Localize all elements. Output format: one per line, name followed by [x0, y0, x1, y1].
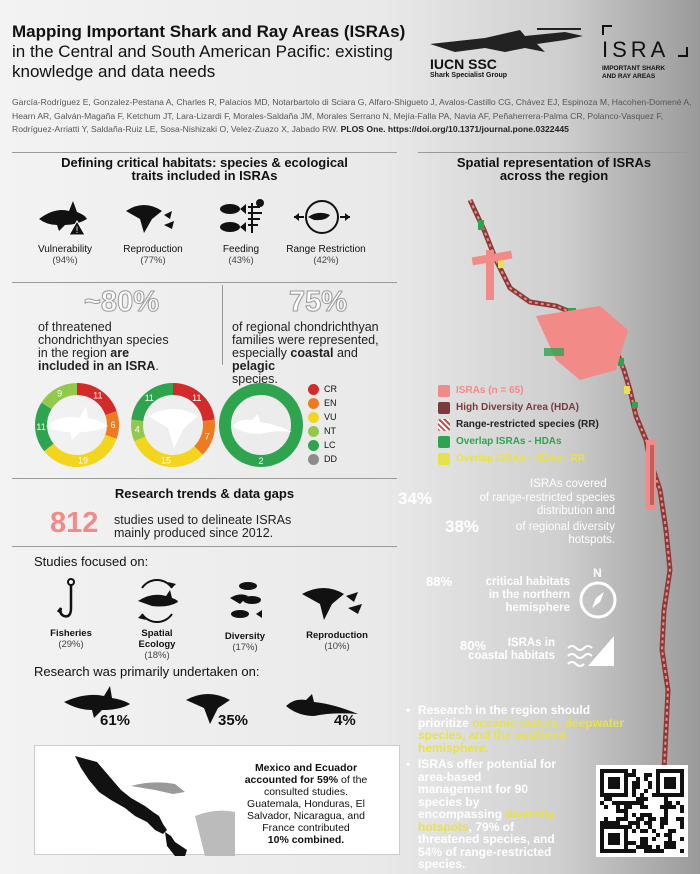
conclusion-2-line5b: diversity — [505, 807, 555, 821]
north-text3: hemisphere — [505, 602, 570, 614]
donut-silhouette-icon — [148, 409, 198, 448]
trait-pct: (43%) — [228, 255, 254, 266]
legend-swatch — [308, 412, 319, 423]
families-line3a: especially — [232, 346, 291, 360]
studies-focused-heading: Studies focused on: — [34, 554, 149, 569]
coast-pct: 80% — [460, 638, 487, 653]
legend-vu — [308, 411, 337, 423]
trait-reproduction — [108, 244, 198, 266]
donut-label: 7 — [204, 431, 210, 442]
study-pct: (29%) — [58, 639, 84, 650]
donut-label: 19 — [78, 455, 89, 466]
rr-text1: of range-restricted species — [479, 492, 615, 504]
north-pct: 88% — [426, 574, 453, 589]
iucn-ssc-title: IUCN SSC — [430, 56, 497, 72]
vertical-divider — [222, 285, 223, 365]
legend-label: High Diversity Area (HDA) — [456, 402, 579, 413]
donut-label: 11 — [144, 392, 154, 403]
rr-text — [440, 492, 615, 518]
legend-label: EN — [324, 398, 337, 408]
habitats-heading-line1: Defining critical habitats: species & ecological — [61, 155, 348, 170]
conclusion-2-line1: ISRAs offer potential for — [418, 757, 557, 771]
coast-text — [460, 637, 555, 663]
compass-n-label: N — [593, 566, 602, 580]
study-pct: (10%) — [324, 641, 350, 652]
study-label: Fisheries — [50, 628, 92, 639]
trait-pct: (42%) — [313, 255, 339, 266]
threatened-line2: chondrichthyan species — [38, 333, 169, 347]
threatened-big-pct: ~80% — [84, 286, 159, 318]
study-diversity — [200, 631, 290, 653]
divider — [418, 152, 690, 153]
conclusion-2-line5a: encompassing — [418, 807, 506, 821]
families-line3b: coastal — [290, 346, 334, 360]
reproduction-ray-icon — [300, 582, 370, 622]
conclusion-2-line6b: , 79% of — [468, 819, 515, 834]
north-text2: in the northern — [488, 589, 570, 601]
trait-label: Feeding — [222, 244, 260, 255]
country-text — [215, 762, 397, 846]
legend-lc — [308, 439, 337, 451]
donut-silhouette-icon — [46, 406, 108, 440]
families-line4: species. — [232, 372, 278, 386]
chimaeras-pct: 4% — [334, 712, 356, 729]
conclusion-2-line8: 54% of range-restricted — [418, 844, 552, 859]
donut-label: 4 — [134, 424, 140, 435]
legend-swatch — [438, 419, 450, 431]
threatened-line1: of threatened — [38, 320, 112, 334]
isra-logo-sub1: IMPORTANT SHARK — [602, 65, 666, 72]
rays-pct: 35% — [218, 712, 249, 729]
spatial-heading-line1: Spatial representation of ISRAs — [456, 155, 652, 170]
conclusion-1-line2a: prioritize — [418, 715, 473, 730]
isra-logo — [600, 25, 695, 85]
countries-bold2: accounted for 59% — [244, 774, 339, 786]
poster-title — [12, 22, 412, 82]
study-label: Spatial Ecology — [138, 628, 176, 650]
studies-count: 812 — [50, 507, 99, 539]
central-america-map — [35, 746, 235, 856]
studies-text — [114, 514, 291, 540]
families-text — [232, 321, 402, 386]
legend-label: Range-restricted species (RR) — [456, 419, 599, 430]
map-legend-rr — [438, 416, 599, 433]
conclusion-2-line7: threatened species, and — [418, 832, 555, 846]
threatened-line3a: in the region — [38, 346, 111, 360]
title-rest: in the Central and South American Pacific: existing knowledge and data needs — [12, 42, 393, 81]
range-restriction-icon — [292, 197, 352, 237]
div-pct: 38% — [445, 517, 480, 536]
map-legend-hda — [438, 399, 599, 416]
conclusion-1-line2b: oceanic waters, deepwater — [472, 715, 625, 730]
citation: PLOS One. https://doi.org/10.1371/journal.pone.0322445 — [340, 124, 569, 134]
study-fisheries — [26, 628, 116, 650]
coastal-waves-icon — [566, 634, 616, 668]
spatial-heading — [418, 156, 690, 182]
legend-label: VU — [324, 412, 337, 422]
bullet-dot: • — [406, 757, 411, 771]
divider — [12, 546, 397, 547]
country-map-box — [34, 745, 400, 855]
legend-swatch — [308, 384, 319, 395]
legend-label: NT — [324, 426, 336, 436]
threatened-line4b: . — [155, 359, 159, 373]
studies-line2: mainly produced since 2012. — [114, 526, 274, 540]
iucn-ssc-logo — [425, 22, 585, 80]
families-line3c: and — [333, 346, 358, 360]
divider — [12, 282, 397, 283]
legend-label: CR — [324, 384, 337, 394]
conclusion-2 — [406, 758, 606, 871]
trait-feeding — [196, 244, 286, 266]
trait-label: Reproduction — [123, 244, 183, 255]
trait-pct: (94%) — [52, 255, 78, 266]
habitats-heading-line2: traits included in ISRAs — [131, 168, 278, 183]
title-bold: Mapping Important Shark and Ray Areas (ISRAs) — [12, 22, 406, 41]
bullet-dot: • — [406, 703, 411, 717]
legend-dd — [308, 453, 337, 465]
trait-vulnerability — [20, 244, 110, 266]
conclusion-1-line1: Research in the region should — [418, 703, 591, 717]
qr-code-icon — [600, 769, 684, 853]
legend-swatch — [438, 385, 450, 397]
study-pct: (18%) — [144, 650, 170, 661]
countries-rest1: of the — [338, 774, 368, 786]
north-text1: critical habitats — [485, 576, 570, 588]
study-label: Diversity — [224, 631, 266, 642]
trait-pct: (77%) — [140, 255, 166, 266]
legend-swatch — [308, 426, 319, 437]
countries-bold1: Mexico and Ecuador — [254, 762, 358, 774]
threatened-line3b: are — [110, 346, 130, 360]
legend-nt — [308, 425, 337, 437]
legend-swatch — [308, 440, 319, 451]
conclusion-1 — [406, 704, 646, 754]
countries-bold3: 10% combined. — [267, 834, 345, 846]
divider — [12, 152, 397, 153]
families-line1: of regional chondrichthyan — [232, 320, 379, 334]
studies-line1: studies used to delineate ISRAs — [114, 513, 292, 527]
map-legend — [438, 382, 599, 467]
coast-text2: coastal habitats — [468, 650, 555, 662]
isras-covered-label: ISRAs covered — [530, 478, 607, 490]
donut-rays — [128, 380, 218, 470]
conclusion-2-line3: management for 90 — [418, 782, 529, 796]
div-text1: of regional diversity — [515, 521, 615, 533]
countries-rest3: Guatemala, Honduras, El — [247, 798, 365, 810]
conclusion-1-line3: species, and the southern — [418, 728, 567, 742]
trait-range-restriction — [276, 244, 376, 266]
conclusion-2-line6a: hotspots — [418, 819, 469, 834]
conclusion-2-line4: species by — [418, 794, 480, 809]
trait-label: Range Restriction — [286, 244, 366, 255]
sharks-pct: 61% — [100, 712, 131, 729]
study-spatial-ecology — [112, 628, 202, 661]
isra-corner-icon — [602, 25, 612, 35]
rr-pct: 34% — [398, 489, 433, 508]
donut-sharks — [32, 380, 122, 470]
spatial-heading-line2: across the region — [499, 168, 609, 183]
diversity-icon — [226, 578, 266, 624]
reproduction-icon — [122, 197, 182, 237]
iucn-ssc-subtitle: Shark Specialist Group — [430, 72, 508, 79]
research-undertaken-heading: Research was primarily undertaken on: — [34, 664, 260, 679]
authors-text: García-Rodríguez E, Gonzalez-Pestana A, Charles R, Palacios MD, Notarbartolo di Sciara G, Alfaro-Shigueto J, Avalos-Castillo CG, Chávez EJ, Espinoza M, Hacohen-Domené A, Hearn AR, Galván-Magaña F, Ketchum JT, Lara-Lizardi F, Morales-Saldaña JM, Morales Serrano N, Mejía-Falla PA, Navia AF, Peñaherrera-Palma CR, Polanco-Vasquez F, Rodríguez-Arriatti Y, Saldaña-Ruiz LE, Sosa-Nishizaki O, Velez-Zuazo X, Jabado RW. — [12, 97, 692, 134]
families-big-pct: 75% — [289, 286, 348, 318]
iucn-legend — [308, 383, 337, 465]
conclusion-2-line9: species. — [418, 857, 466, 871]
vulnerability-icon — [37, 197, 93, 237]
legend-en — [308, 397, 337, 409]
isra-corner-icon-2 — [678, 47, 688, 57]
svg-text:!: ! — [75, 225, 79, 235]
feeding-icon — [216, 197, 272, 237]
donut-label: 6 — [110, 420, 116, 430]
threatened-line4a: included in an ISRA — [38, 359, 156, 373]
families-line3d: pelagic — [232, 359, 276, 373]
legend-label: ISRAs (n = 65) — [456, 385, 524, 396]
legend-swatch — [438, 402, 450, 414]
countries-rest4: Salvador, Nicaragua, and — [247, 810, 365, 822]
study-label: Reproduction — [306, 630, 368, 641]
trait-label: Vulnerability — [37, 244, 93, 255]
rr-text2: distribution and — [537, 505, 615, 517]
threatened-text — [38, 321, 218, 373]
div-text2: hotspots. — [568, 534, 615, 546]
donut-label: 2 — [258, 456, 264, 466]
divider — [12, 478, 397, 479]
fishing-hook-icon — [56, 578, 86, 624]
isra-logo-title: ISRA — [602, 37, 670, 62]
qr-code[interactable] — [596, 765, 688, 857]
habitats-heading — [12, 156, 397, 182]
legend-label: LC — [324, 440, 336, 450]
donut-label: 15 — [160, 455, 171, 466]
div-text — [492, 521, 615, 547]
donut-label: 9 — [57, 388, 63, 399]
donut-label: 11 — [93, 390, 103, 401]
conclusion-2-line2: area-based — [418, 769, 482, 784]
author-list — [12, 96, 692, 137]
map-legend-overlap-hda — [438, 433, 599, 450]
countries-rest2: consulted studies. — [263, 786, 349, 798]
spatial-ecology-icon — [132, 578, 182, 624]
families-line2: families were represented, — [232, 333, 379, 347]
conclusion-1-line4: hemisphere. — [418, 740, 489, 755]
map-legend-overlap-rr — [438, 450, 599, 467]
study-pct: (17%) — [232, 642, 258, 653]
north-text — [460, 576, 570, 615]
legend-label: Overlap ISRAs - HDAs - RR — [456, 453, 585, 464]
research-heading: Research trends & data gaps — [114, 486, 295, 501]
legend-label: DD — [324, 454, 337, 464]
study-reproduction — [292, 630, 382, 652]
isra-logo-sub2: AND RAY AREAS — [602, 73, 656, 80]
legend-cr — [308, 383, 337, 395]
legend-swatch — [308, 398, 319, 409]
legend-label: Overlap ISRAs - HDAs — [456, 436, 562, 447]
countries-rest5: France contributed — [262, 822, 350, 834]
legend-swatch — [308, 454, 319, 465]
legend-swatch — [438, 436, 450, 448]
map-legend-isras — [438, 382, 599, 399]
compass-icon — [578, 580, 618, 620]
donut-silhouette-icon — [232, 414, 292, 434]
donut-label: 11 — [192, 392, 202, 403]
legend-swatch — [438, 453, 450, 465]
coast-text1: ISRAs in — [507, 637, 555, 649]
donut-chimaeras — [216, 380, 306, 470]
donut-label: 11 — [36, 422, 46, 433]
